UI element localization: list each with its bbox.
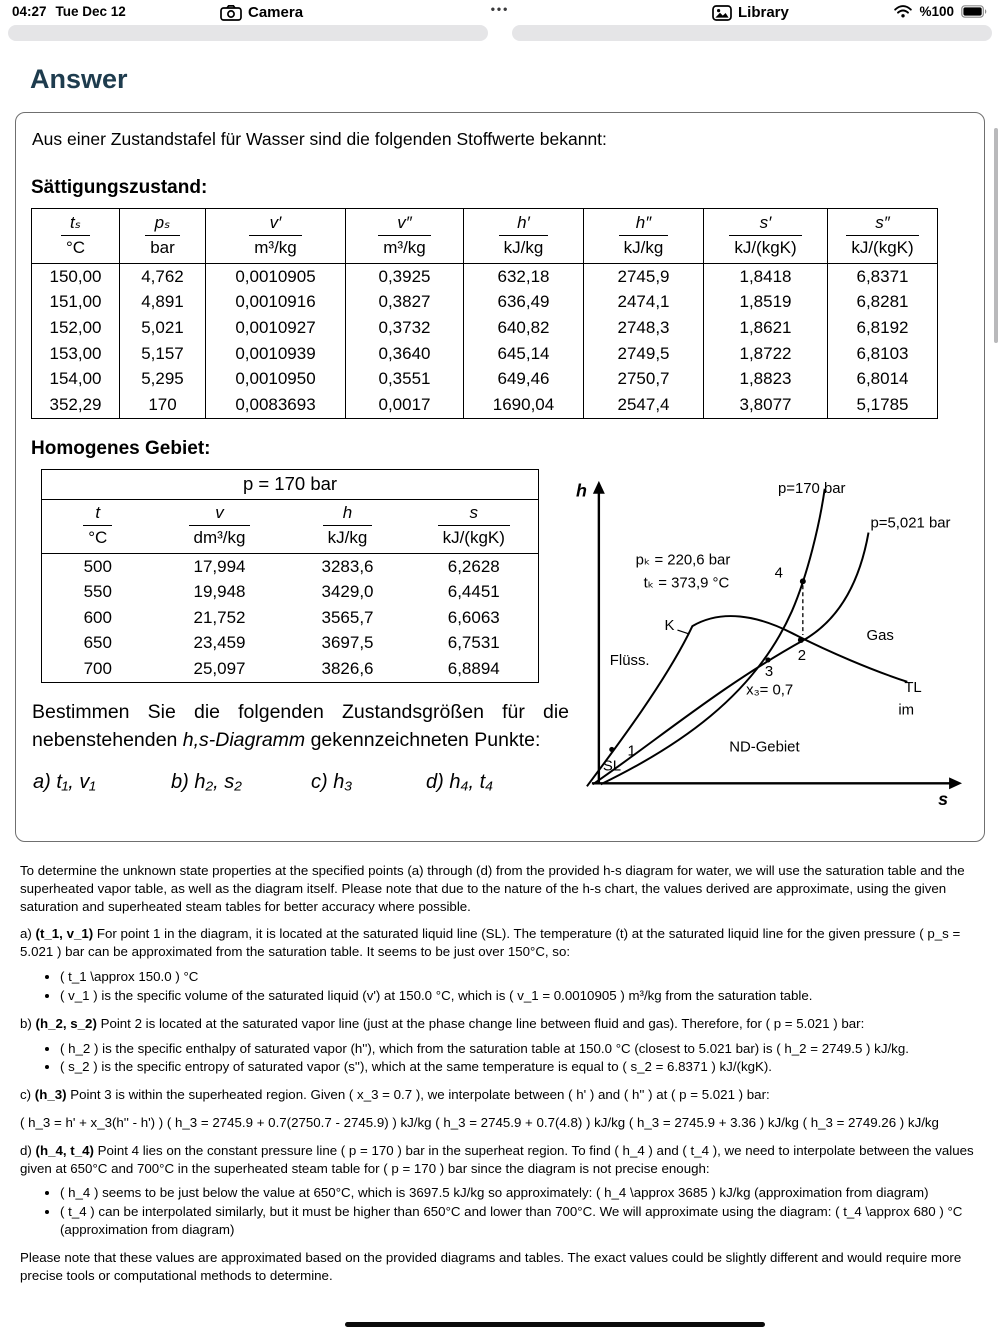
cell: 636,49 bbox=[464, 290, 584, 316]
cell: 1,8519 bbox=[704, 290, 828, 316]
cell: 1,8621 bbox=[704, 315, 828, 341]
cell: 151,00 bbox=[49, 292, 102, 312]
battery-percent: %100 bbox=[919, 4, 954, 19]
answer-list-b bbox=[20, 1040, 980, 1077]
col-header: $\frac{\text{pₛ}}{\text{bar}}$ bbox=[120, 209, 206, 264]
list-item: • ( v_1 ) is the specific volume of the saturated liquid (v') at 150.0 °C, which is ( v_1 = 0.0010905 ) m³/kg from the saturation table. bbox=[60, 987, 980, 1005]
cell: 550 bbox=[83, 582, 112, 602]
cell: 6,4451 bbox=[447, 582, 500, 602]
page-title: Answer bbox=[30, 64, 128, 94]
table-row bbox=[32, 290, 938, 316]
cell: 0,3827 bbox=[346, 290, 464, 316]
answer-intro: To determine the unknown state properties at the specified points (a) through (d) from the provided h-s diagram for water, we will use the saturation table and the superheated vapor table, as well as the diagram itself. Please note that due to the nature of the h-s chart, the values derived are approximate, using the given saturation and superheated steam tables for better accuracy where possible. bbox=[20, 863, 965, 914]
col-header: $\frac{v}{\text{dm³/kg}}$ bbox=[154, 499, 286, 553]
answer-section-d: d) (h_4, t_4) Point 4 lies on the constant pressure line ( p = 170 ) bar in the superheat region. To find ( h_4 ) and ( t_4 ), we need to interpolate between the values given at 650°C and 700°C in the superheated steam table for ( p = 170 ) bar since the diagram is not precise enough: bbox=[20, 1142, 974, 1176]
cell: 3826,6 bbox=[321, 658, 374, 678]
cell: 6,2628 bbox=[447, 556, 500, 576]
dew-line-label-2: im bbox=[898, 701, 915, 719]
superheated-header-row bbox=[42, 499, 539, 553]
table-row bbox=[42, 553, 539, 579]
cell: 5,021 bbox=[120, 315, 206, 341]
isobar-170-label: p=170 bar bbox=[777, 479, 846, 497]
status-indicators bbox=[894, 4, 988, 19]
cell: 6,8014 bbox=[828, 366, 938, 392]
point-2-label: 2 bbox=[797, 646, 806, 664]
battery-icon bbox=[961, 5, 988, 18]
quality-label: x₃= 0,7 bbox=[746, 681, 794, 699]
cell: 6,8281 bbox=[828, 290, 938, 316]
cell: 3283,6 bbox=[321, 556, 374, 576]
cell: 17,994 bbox=[193, 556, 246, 576]
cell: 5,1785 bbox=[828, 392, 938, 418]
point-1-label: 1 bbox=[627, 742, 636, 760]
critical-temperature-label: tₖ = 373,9 °C bbox=[643, 573, 730, 591]
table-row bbox=[42, 605, 539, 631]
cell: 6,8371 bbox=[828, 264, 938, 290]
cell: 170 bbox=[120, 392, 206, 418]
cell: 3,8077 bbox=[704, 392, 828, 418]
cell: 0,0010927 bbox=[206, 315, 346, 341]
list-item: • ( s_2 ) is the specific entropy of saturated vapor (s''), which at the same temperature is equal to ( s_2 = 6.8371 ) kJ/(kgK). bbox=[60, 1058, 980, 1076]
cell: 6,8192 bbox=[828, 315, 938, 341]
camera-label: Camera bbox=[248, 4, 304, 21]
cell: 0,0083693 bbox=[206, 392, 346, 418]
point-4-label: 4 bbox=[774, 563, 783, 581]
cell: 3697,5 bbox=[321, 633, 374, 653]
state-point-2 bbox=[798, 637, 804, 643]
cell: 0,3732 bbox=[346, 315, 464, 341]
table-row bbox=[42, 579, 539, 605]
right-window-chrome[interactable] bbox=[512, 25, 992, 41]
col-header: $\frac{\text{tₛ}}{^\circ C}$ bbox=[32, 209, 120, 264]
library-icon bbox=[712, 5, 732, 21]
cell: 649,46 bbox=[464, 366, 584, 392]
cell: 352,29 bbox=[49, 394, 102, 414]
table-row bbox=[32, 264, 938, 290]
status-time bbox=[12, 4, 126, 19]
cell: 632,18 bbox=[464, 264, 584, 290]
table-row bbox=[32, 341, 938, 367]
cell: 3565,7 bbox=[321, 607, 374, 627]
cell: 6,6063 bbox=[447, 607, 500, 627]
cell: 0,0010950 bbox=[206, 366, 346, 392]
camera-icon bbox=[220, 5, 242, 21]
cell: 0,3551 bbox=[346, 366, 464, 392]
critical-point-label: K bbox=[664, 616, 675, 634]
pressure-header: p = 170 bar bbox=[42, 469, 539, 499]
answer-list-d bbox=[20, 1184, 980, 1238]
saturation-table bbox=[31, 208, 938, 419]
homogeneous-heading: Homogenes Gebiet: bbox=[31, 437, 211, 459]
gas-region-label: Gas bbox=[866, 626, 894, 644]
col-header: $\frac{v''}{\text{m³/kg}}$ bbox=[346, 209, 464, 264]
point-a: a) t₁, v₁ bbox=[33, 770, 96, 793]
answer-list-a bbox=[20, 968, 980, 1005]
cell: 19,948 bbox=[193, 582, 246, 602]
saturation-dome-curve bbox=[587, 616, 907, 786]
cell: 3429,0 bbox=[321, 582, 374, 602]
cell: 2749,5 bbox=[584, 341, 704, 367]
cell: 0,0010939 bbox=[206, 341, 346, 367]
boiling-line-label: SL bbox=[602, 757, 622, 775]
col-header: $\frac{h''}{kJ/kg}$ bbox=[584, 209, 704, 264]
problem-intro: Aus einer Zustandstafel für Wasser sind die folgenden Stoffwerte bekannt: bbox=[32, 129, 607, 149]
pressure-header-row bbox=[42, 469, 539, 499]
cell: 25,097 bbox=[193, 658, 246, 678]
cell: 154,00 bbox=[49, 369, 102, 389]
diagram-column bbox=[572, 438, 970, 815]
cell: 640,82 bbox=[464, 315, 584, 341]
answer-body bbox=[20, 862, 980, 1294]
homogeneous-column bbox=[31, 438, 572, 815]
cell: 150,00 bbox=[49, 266, 102, 286]
window-controls[interactable]: ••• bbox=[490, 2, 510, 16]
y-axis-arrow bbox=[593, 480, 605, 493]
table-row bbox=[32, 392, 938, 418]
cell: 6,8894 bbox=[447, 658, 500, 678]
cell: 6,8103 bbox=[828, 341, 938, 367]
y-axis-label: h bbox=[575, 480, 587, 501]
col-header: $\frac{t}{^\circ C}$ bbox=[42, 499, 154, 553]
cell: 1690,04 bbox=[464, 392, 584, 418]
cell: 645,14 bbox=[464, 341, 584, 367]
cell: 500 bbox=[83, 556, 112, 576]
cell: 153,00 bbox=[49, 343, 102, 363]
answer-closing: Please note that these values are approximated based on the provided diagrams and tables. The exact values could be slightly different and would require more precise tools or computational methods to determine. bbox=[20, 1249, 962, 1283]
library-app-title[interactable] bbox=[712, 4, 789, 21]
table-row bbox=[42, 631, 539, 657]
x-axis-label: s bbox=[938, 788, 949, 809]
library-label: Library bbox=[738, 4, 789, 21]
point-3-label: 3 bbox=[764, 662, 774, 680]
cell: 1,8418 bbox=[704, 264, 828, 290]
answer-section-b: b) (h_2, s_2) Point 2 is located at the saturated vapor line (just at the phase change line between fluid and gas). Therefore, for ( p = 5.021 ) bar: bbox=[20, 1015, 865, 1031]
col-header: $\frac{s}{\text{kJ/(kgK)}}$ bbox=[410, 499, 539, 553]
table-row bbox=[32, 315, 938, 341]
point-d: d) h₄, t₄ bbox=[426, 770, 494, 793]
cell: 23,459 bbox=[193, 633, 246, 653]
cell: 2474,1 bbox=[584, 290, 704, 316]
cell: 600 bbox=[83, 607, 112, 627]
state-point-4 bbox=[800, 578, 806, 584]
date-text: Tue Dec 12 bbox=[55, 4, 126, 19]
critical-point-pointer bbox=[677, 630, 689, 634]
cell: 2748,3 bbox=[584, 315, 704, 341]
list-item: • ( t_4 ) can be interpolated similarly, but it must be higher than 650°C and lower than 700°C. We will approximate using the diagram: ( t_4 \approx 680 ) °C (approximation from diagram) bbox=[60, 1203, 980, 1239]
dew-line-label-1: TL bbox=[904, 678, 922, 696]
list-item: • ( h_4 ) seems to be just below the value at 650°C, which is 3697.5 kJ/kg so approximately: ( h_4 \approx 3685 ) kJ/kg (approximation from diagram) bbox=[60, 1184, 980, 1202]
cell: 2547,4 bbox=[584, 392, 704, 418]
wifi-icon bbox=[894, 5, 912, 18]
cell: 4,762 bbox=[120, 264, 206, 290]
problem-statement-card bbox=[15, 112, 985, 842]
cell: 5,295 bbox=[120, 366, 206, 392]
x-axis-arrow bbox=[949, 777, 962, 789]
task-text: Bestimmen Sie die folgenden Zustandsgrößen für die nebenstehenden h,s-Diagramm gekennzeichneten Punkte: bbox=[32, 700, 569, 751]
cell: 0,0017 bbox=[346, 392, 464, 418]
superheated-table bbox=[41, 469, 539, 683]
col-header: $\frac{v'}{\text{m³/kg}}$ bbox=[206, 209, 346, 264]
cell: 700 bbox=[83, 658, 112, 678]
answer-formula-c: ( h_3 = h' + x_3(h'' - h') ) ( h_3 = 2745.9 + 0.7(2750.7 - 2745.9) ) kJ/kg ( h_3 = 2745.9 + 0.7(4.8) ) kJ/kg ( h_3 = 2745.9 + 3.36 ) kJ/kg ( h_3 = 2749.26 ) kJ/kg bbox=[20, 1114, 939, 1130]
cell: 650 bbox=[83, 633, 112, 653]
state-point-1 bbox=[609, 747, 614, 752]
point-c: c) h₃ bbox=[311, 770, 353, 793]
liquid-region-label: Flüss. bbox=[609, 651, 650, 669]
cell: 21,752 bbox=[193, 607, 246, 627]
home-indicator[interactable] bbox=[345, 1322, 765, 1327]
cell: 4,891 bbox=[120, 290, 206, 316]
cell: 0,0010905 bbox=[206, 264, 346, 290]
cell: 152,00 bbox=[49, 318, 102, 338]
col-header: $\frac{h}{kJ/kg}$ bbox=[286, 499, 410, 553]
cell: 0,3640 bbox=[346, 341, 464, 367]
status-bar bbox=[0, 0, 1000, 24]
requested-points bbox=[33, 771, 572, 794]
cell: 0,3925 bbox=[346, 264, 464, 290]
hs-diagram bbox=[572, 478, 970, 810]
cell: 5,157 bbox=[120, 341, 206, 367]
col-header: $\frac{h'}{kJ/kg}$ bbox=[464, 209, 584, 264]
col-header: $\frac{s'}{\text{kJ/(kgK)}}$ bbox=[704, 209, 828, 264]
time-text: 04:27 bbox=[12, 4, 47, 19]
cell: 1,8722 bbox=[704, 341, 828, 367]
scrollbar-thumb[interactable] bbox=[994, 128, 998, 343]
isobar-5-label: p=5,021 bar bbox=[870, 514, 951, 532]
camera-app-title[interactable] bbox=[220, 4, 303, 21]
state-point-3 bbox=[765, 657, 770, 662]
answer-section-a: a) (t_1, v_1) For point 1 in the diagram, it is located at the saturated liquid line (SL). The temperature (t) at the saturated liquid line for the given pressure ( p_s = 5.021 ) bar can be approximated from the saturation table. It seems to be just over 150°C, so: bbox=[20, 926, 961, 960]
left-window-chrome[interactable] bbox=[8, 25, 488, 41]
saturation-heading: Sättigungszustand: bbox=[31, 177, 208, 198]
nd-region-label: ND-Gebiet bbox=[729, 738, 800, 756]
list-item: • ( t_1 \approx 150.0 ) °C bbox=[60, 968, 980, 986]
cell: 2750,7 bbox=[584, 366, 704, 392]
table-row bbox=[42, 656, 539, 682]
point-b: b) h₂, s₂ bbox=[171, 770, 242, 793]
col-header: $\frac{s''}{\text{kJ/(kgK)}}$ bbox=[828, 209, 938, 264]
table-row bbox=[32, 366, 938, 392]
cell: 6,7531 bbox=[447, 633, 500, 653]
list-item: • ( h_2 ) is the specific enthalpy of saturated vapor (h''), which from the saturation table at 150.0 °C (closest to 5.021 bar) is ( h_2 = 2749.5 ) kJ/kg. bbox=[60, 1040, 980, 1058]
saturation-header-row bbox=[32, 209, 938, 264]
cell: 0,0010916 bbox=[206, 290, 346, 316]
cell: 2745,9 bbox=[584, 264, 704, 290]
critical-pressure-label: pₖ = 220,6 bar bbox=[635, 551, 731, 569]
cell: 1,8823 bbox=[704, 366, 828, 392]
answer-section-c: c) (h_3) Point 3 is within the superheated region. Given ( x_3 = 0.7 ), we interpolate between ( h' ) and ( h'' ) at ( p = 5.021 ) bar: bbox=[20, 1087, 770, 1103]
